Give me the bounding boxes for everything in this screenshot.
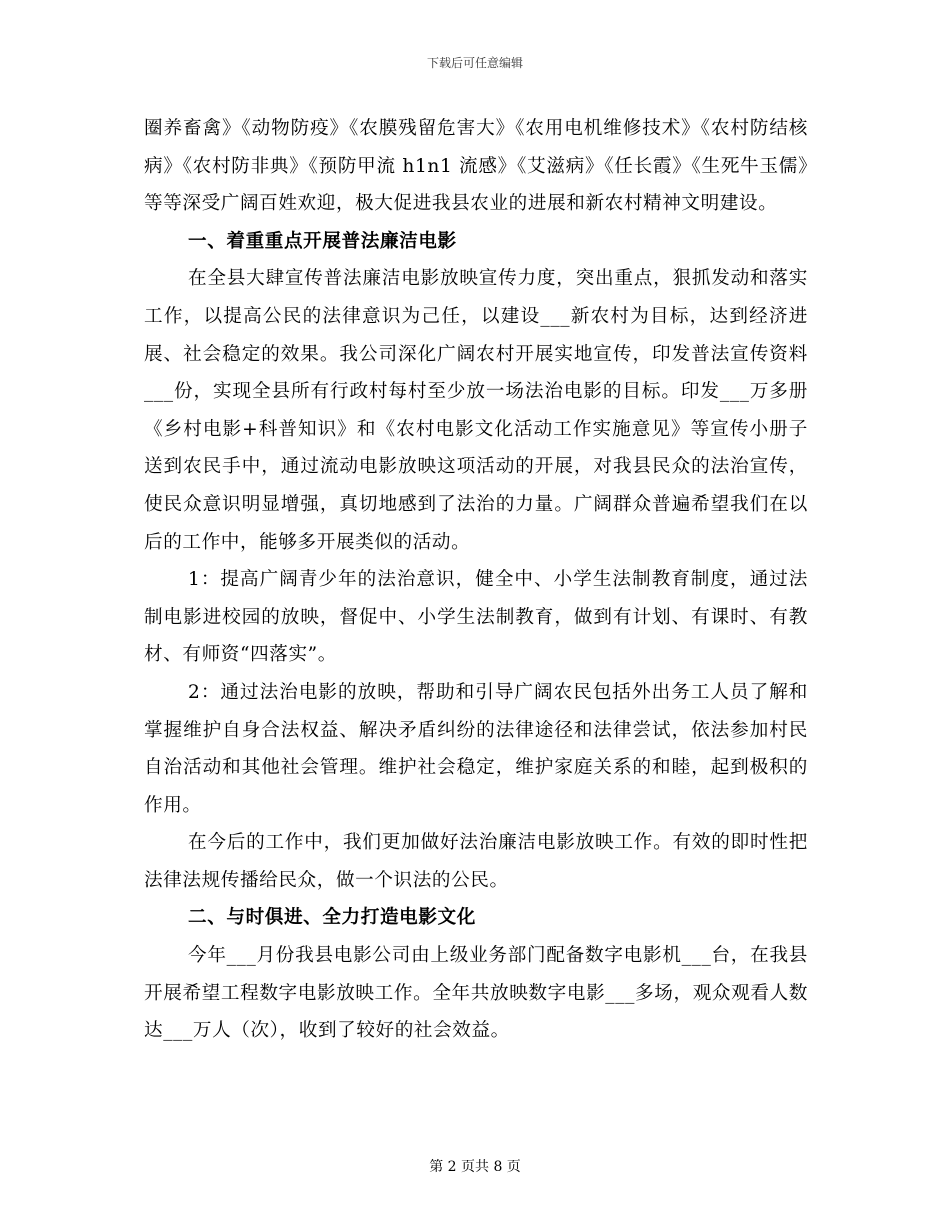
paragraph-point-1: 1：提高广阔青少年的法治意识，健全中、小学生法制教育制度，通过法制电影进校园的放映，督促中、小学生法制教育，做到有计划、有课时、有教材、有师资“四落实”。	[144, 569, 808, 666]
paragraph-legal-promotion: 在全县大肆宣传普法廉洁电影放映宣传力度，突出重点，狠抓发动和落实工作，以提高公民的法律意识为己任，以建设___新农村为目标，达到经济进展、社会稳定的效果。我公司深化广阔农村开展实地宣传，印发普法宣传资料___份，实现全县所有行政村每村至少放一场法治电影的目标。印发___万多册《乡村电影+科普知识》和《农村电影文化活动工作实施意见》等宣传小册子送到农民手中，通过流动电影放映这项活动的开展，对我县民众的法治宣传，使民众意识明显增强，真切地感到了法治的力量。广阔群众普遍希望我们在以后的工作中，能够多开展类似的活动。	[144, 268, 808, 553]
document-body	[144, 110, 808, 1050]
page-footer: 第 2 页共 8 页	[429, 1159, 521, 1175]
paragraph-digital-film: 今年___月份我县电影公司由上级业务部门配备数字电影机___台，在我县开展希望工程数字电影放映工作。全年共放映数字电影___多场，观众观看人数达___万人（次），收到了较好的社会效益。	[144, 945, 808, 1042]
paragraph-point-2: 2：通过法治电影的放映，帮助和引导广阔农民包括外出务工人员了解和掌握维护自身合法权益、解决矛盾纠纷的法律途径和法律尝试，依法参加村民自治活动和其他社会管理。维护社会稳定，维护家庭关系的和睦，起到极积的作用。	[144, 681, 808, 816]
paragraph-continuation: 圈养畜禽》《动物防疫》《农膜残留危害大》《农用电机维修技术》《农村防结核病》《农村防非典》《预防甲流 h1n1 流感》《艾滋病》《任长霞》《生死牛玉儒》等等深受广阔百姓欢迎，极大促进我县农业的进展和新农村精神文明建设。	[144, 118, 808, 215]
page-header: 下载后可任意编辑	[426, 56, 523, 70]
section-heading-2: 二、与时俱进、全力打造电影文化	[188, 907, 476, 929]
section-heading-1: 一、着重重点开展普法廉洁电影	[188, 230, 457, 252]
paragraph-future-work: 在今后的工作中，我们更加做好法治廉洁电影放映工作。有效的即时性把法律法规传播给民众，做一个识法的公民。	[144, 832, 808, 891]
